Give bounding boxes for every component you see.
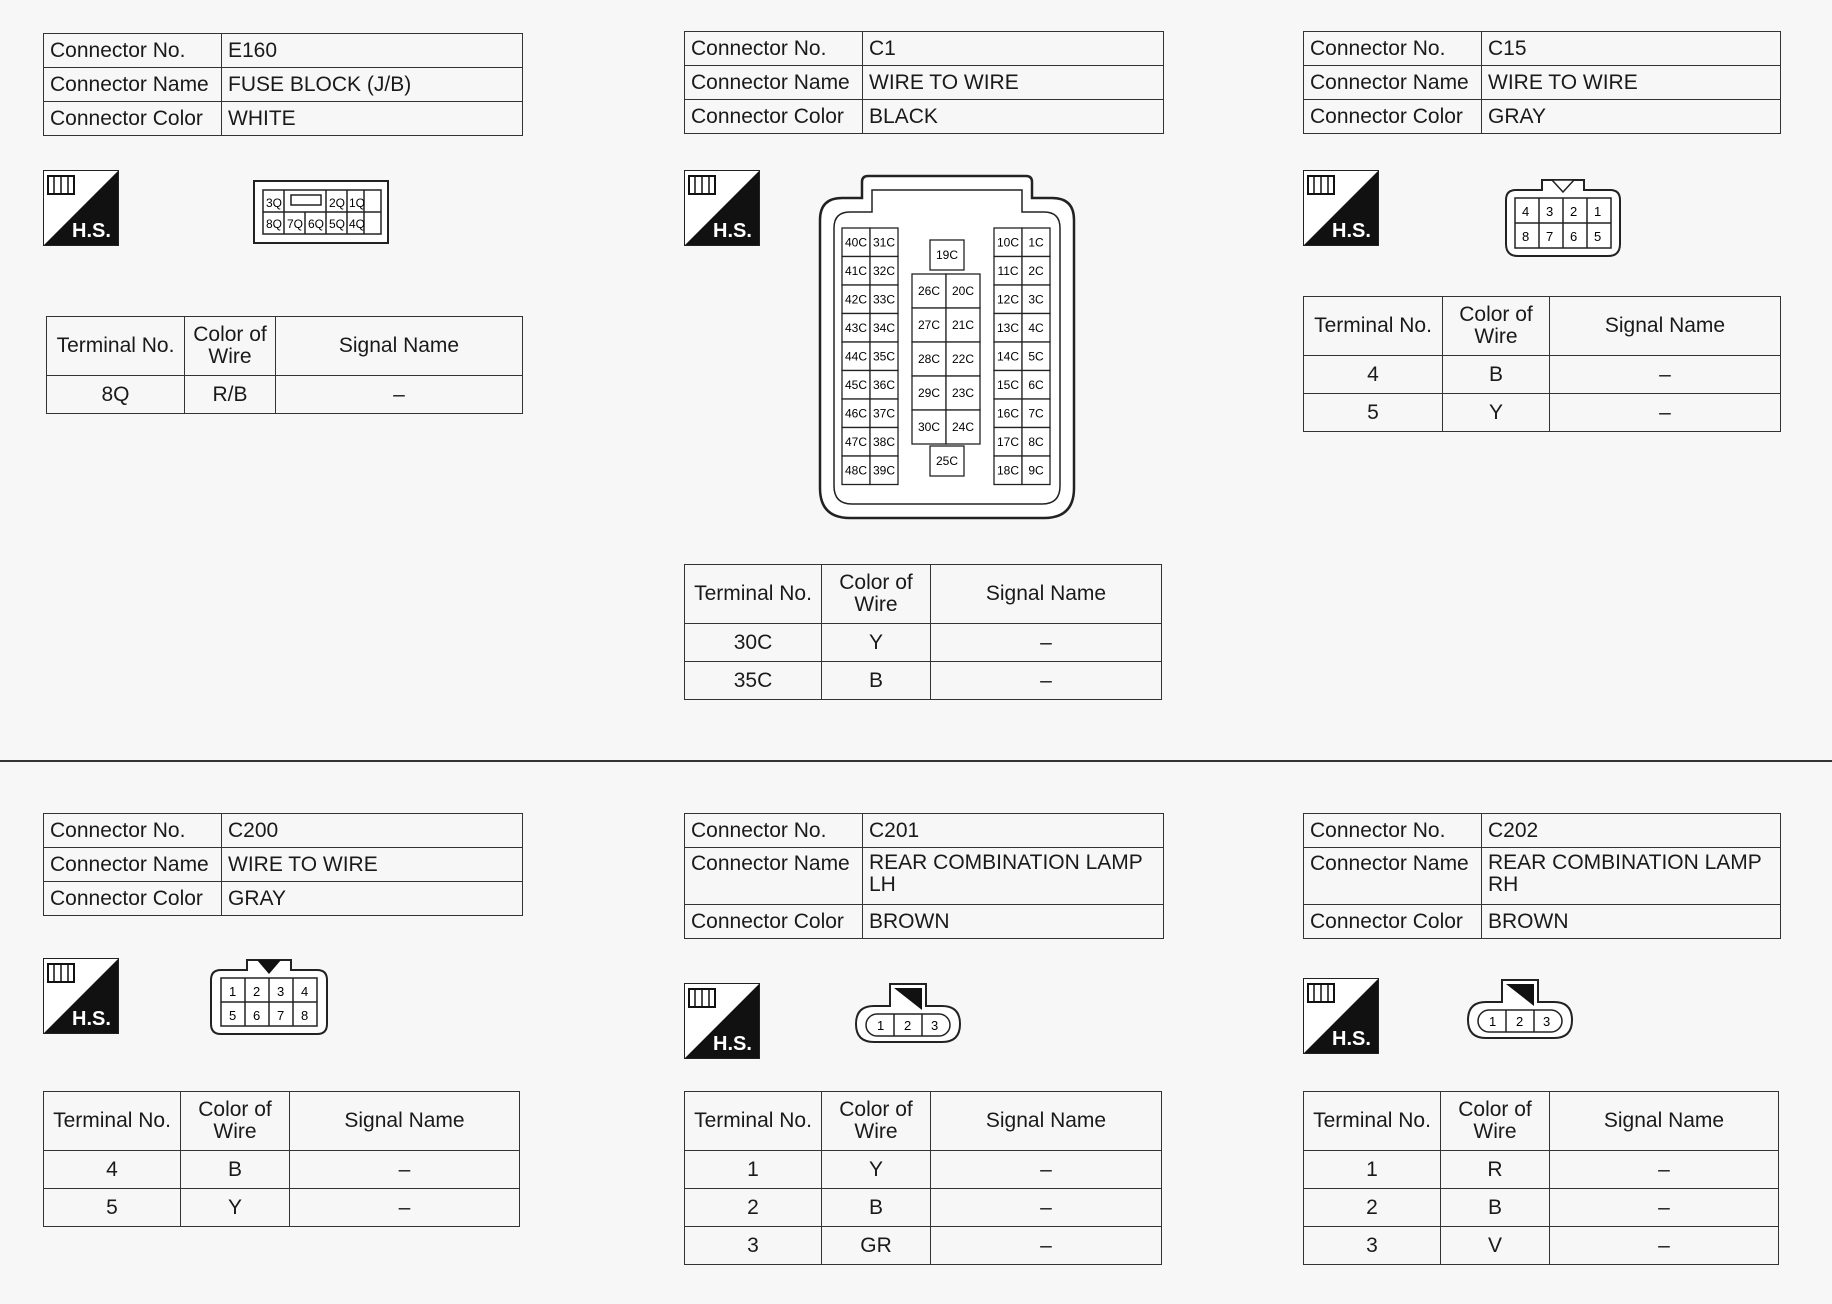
connector-no-label: Connector No. <box>1304 814 1482 848</box>
signal-name-cell: – <box>1550 394 1781 432</box>
wire-color-cell: B <box>822 662 931 700</box>
pin-label: 2Q <box>329 196 346 210</box>
pin-label: 5C <box>1028 349 1044 364</box>
table-row <box>44 1151 520 1189</box>
wire-color-cell: Y <box>822 1151 931 1189</box>
table-row <box>1304 1189 1779 1227</box>
signal-name-cell: – <box>1550 1227 1779 1265</box>
terminal-table <box>1303 296 1781 432</box>
terminal-table <box>43 1091 520 1227</box>
connector-info-table <box>1303 813 1781 939</box>
connector-name-label: Connector Name <box>1304 848 1482 905</box>
wire-color-header: Color of Wire <box>822 1092 931 1151</box>
pin-label: 11C <box>997 263 1019 278</box>
wire-color-cell: GR <box>822 1227 931 1265</box>
pin-label: 18C <box>996 463 1020 478</box>
terminal-no-cell: 1 <box>1304 1151 1441 1189</box>
signal-name-header: Signal Name <box>931 1092 1162 1151</box>
harness-side-icon <box>684 170 760 246</box>
connector-no-label: Connector No. <box>685 814 863 848</box>
connector-info-table <box>43 33 523 136</box>
pin-label: 38C <box>872 434 896 449</box>
wire-color-header: Color of Wire <box>181 1092 290 1151</box>
terminal-no-cell: 4 <box>44 1151 181 1189</box>
table-row <box>44 1189 520 1227</box>
connector-face-c202 <box>1464 972 1576 1044</box>
connector-no-value: C1 <box>863 32 1164 66</box>
pin-label: 6Q <box>308 217 325 231</box>
connector-no-value: E160 <box>222 34 523 68</box>
harness-side-icon <box>684 983 760 1059</box>
terminal-no-cell: 5 <box>44 1189 181 1227</box>
terminal-no-header: Terminal No. <box>1304 1092 1441 1151</box>
pin-label: 12C <box>996 292 1020 307</box>
connector-face-c200 <box>207 956 331 1038</box>
table-row <box>1304 1227 1779 1265</box>
connector-info-table <box>1303 31 1781 134</box>
pin-label: 33C <box>872 292 896 307</box>
pin-label: 1 <box>229 984 237 999</box>
pin-label: 1C <box>1028 235 1044 250</box>
connector-no-label: Connector No. <box>44 34 222 68</box>
pin-label: 1 <box>1489 1014 1497 1029</box>
signal-name-cell: – <box>931 1151 1162 1189</box>
connector-face-c15 <box>1502 174 1624 260</box>
pin-label: 6 <box>1570 229 1578 244</box>
pin-label: 40C <box>844 235 868 250</box>
signal-name-header: Signal Name <box>276 317 523 376</box>
pin-label: 32C <box>872 263 896 278</box>
terminal-no-cell: 8Q <box>47 376 185 414</box>
hs-label: H.S. <box>713 220 752 242</box>
hs-label: H.S. <box>1332 220 1371 242</box>
terminal-no-cell: 4 <box>1304 356 1443 394</box>
pin-label: 3C <box>1028 292 1044 307</box>
wire-color-header: Color of Wire <box>1441 1092 1550 1151</box>
table-row <box>1304 356 1781 394</box>
signal-name-cell: – <box>1550 1151 1779 1189</box>
pin-label: 1 <box>877 1018 885 1033</box>
connector-color-label: Connector Color <box>44 882 222 916</box>
connector-info-table <box>684 31 1164 134</box>
pin-label: 44C <box>844 349 868 364</box>
hs-label: H.S. <box>72 1008 111 1030</box>
hs-label: H.S. <box>72 220 111 242</box>
table-row <box>1304 394 1781 432</box>
connector-name-cell <box>863 848 1164 905</box>
table-row <box>685 624 1162 662</box>
pin-label: 47C <box>844 434 868 449</box>
terminal-table <box>1303 1091 1779 1265</box>
connector-color-value: BLACK <box>863 100 1164 134</box>
harness-side-icon <box>1303 978 1379 1054</box>
connector-color-label: Connector Color <box>685 100 863 134</box>
signal-name-header: Signal Name <box>1550 297 1781 356</box>
signal-name-cell: – <box>931 1227 1162 1265</box>
connector-color-value: WHITE <box>222 102 523 136</box>
terminal-no-header: Terminal No. <box>685 565 822 624</box>
pin-label: 1Q <box>349 196 366 210</box>
pin-label: 5 <box>229 1008 237 1023</box>
pin-label: 22C <box>951 352 975 366</box>
connector-info-table <box>43 813 523 916</box>
terminal-no-cell: 2 <box>685 1189 822 1227</box>
pin-label: 7Q <box>287 217 304 231</box>
wire-color-cell: B <box>1441 1189 1550 1227</box>
pin-label: 8 <box>301 1008 309 1023</box>
connector-name-value: WIRE TO WIRE <box>222 848 523 882</box>
section-divider <box>0 760 1832 762</box>
terminal-table <box>684 1091 1162 1265</box>
connector-name-value: FUSE BLOCK (J/B) <box>222 68 523 102</box>
pin-label: 8 <box>1522 229 1530 244</box>
pin-label: 9C <box>1028 463 1044 478</box>
table-row <box>685 662 1162 700</box>
pin-label: 20C <box>951 284 975 298</box>
pin-label: 14C <box>996 349 1020 364</box>
connector-face-c1 <box>812 168 1082 524</box>
connector-no-value: C200 <box>222 814 523 848</box>
connector-color-label: Connector Color <box>44 102 222 136</box>
pin-label: 46C <box>844 406 868 421</box>
signal-name-cell: – <box>276 376 523 414</box>
connector-no-label: Connector No. <box>685 32 863 66</box>
wire-color-header: Color of Wire <box>1443 297 1550 356</box>
signal-name-header: Signal Name <box>1550 1092 1779 1151</box>
hs-label: H.S. <box>1332 1028 1371 1050</box>
connector-color-value: GRAY <box>1482 100 1781 134</box>
pin-label: 4C <box>1028 320 1044 335</box>
pin-label: 5Q <box>329 217 346 231</box>
pin-label: 4Q <box>349 217 366 231</box>
pin-label: 25C <box>935 454 959 468</box>
connector-info-table <box>684 813 1164 939</box>
pin-label: 17C <box>996 434 1020 449</box>
pin-label: 13C <box>996 320 1020 335</box>
pin-label: 2 <box>904 1018 912 1033</box>
connector-face-e160 <box>253 180 389 244</box>
pin-block-middle <box>912 240 980 476</box>
pin-label: 6 <box>253 1008 261 1023</box>
pin-label: 2 <box>1570 204 1578 219</box>
pin-block-right <box>994 228 1050 485</box>
wire-color-cell: B <box>822 1189 931 1227</box>
pin-label: 35C <box>872 349 896 364</box>
pin-label: 8C <box>1028 434 1044 449</box>
connector-no-value: C15 <box>1482 32 1781 66</box>
connector-name-value: REAR COMBINATION LAMP <box>869 851 1143 874</box>
wire-color-cell: V <box>1441 1227 1550 1265</box>
wire-color-cell: Y <box>1443 394 1550 432</box>
wire-color-cell: B <box>1443 356 1550 394</box>
wire-color-cell: Y <box>181 1189 290 1227</box>
pin-label: 16C <box>996 406 1020 421</box>
signal-name-cell: – <box>290 1189 520 1227</box>
terminal-no-cell: 5 <box>1304 394 1443 432</box>
wire-color-cell: R/B <box>185 376 276 414</box>
terminal-no-header: Terminal No. <box>47 317 185 376</box>
table-row <box>1304 1151 1779 1189</box>
pin-label: 6C <box>1028 377 1044 392</box>
pin-label: 41C <box>844 263 868 278</box>
wire-color-cell: B <box>181 1151 290 1189</box>
pin-label: 2 <box>1516 1014 1524 1029</box>
terminal-no-cell: 30C <box>685 624 822 662</box>
connector-name-label: Connector Name <box>1304 66 1482 100</box>
pin-label: 15C <box>996 377 1020 392</box>
pin-label: 3 <box>1546 204 1554 219</box>
connector-name-value: REAR COMBINATION LAMP <box>1488 851 1762 874</box>
terminal-no-cell: 3 <box>685 1227 822 1265</box>
wire-color-cell: Y <box>822 624 931 662</box>
terminal-table <box>46 316 523 414</box>
terminal-no-cell: 3 <box>1304 1227 1441 1265</box>
connector-color-value: BROWN <box>1482 905 1781 939</box>
pin-label: 3 <box>277 984 285 999</box>
pin-label: 43C <box>844 320 868 335</box>
pin-label: 4 <box>301 984 309 999</box>
pin-label: 1 <box>1594 204 1602 219</box>
pin-label: 27C <box>917 318 941 332</box>
connector-no-value: C201 <box>863 814 1164 848</box>
pin-label: 36C <box>872 377 896 392</box>
pin-label: 24C <box>951 420 975 434</box>
pin-label: 3 <box>1543 1014 1551 1029</box>
pin-label: 3 <box>931 1018 939 1033</box>
terminal-table <box>684 564 1162 700</box>
connector-color-value: GRAY <box>222 882 523 916</box>
connector-color-value: BROWN <box>863 905 1164 939</box>
pin-label: 42C <box>844 292 868 307</box>
pin-label: 21C <box>951 318 975 332</box>
pin-label: 45C <box>844 377 868 392</box>
signal-name-cell: – <box>931 624 1162 662</box>
connector-color-label: Connector Color <box>1304 100 1482 134</box>
connector-name-value-2: RH <box>1488 873 1519 896</box>
pin-label: 39C <box>872 463 896 478</box>
wire-color-header: Color of Wire <box>822 565 931 624</box>
table-row <box>685 1227 1162 1265</box>
pin-label: 37C <box>872 406 896 421</box>
table-row <box>47 376 523 414</box>
pin-block-left <box>842 228 898 485</box>
pin-label: 7 <box>1546 229 1554 244</box>
pin-label: 7C <box>1028 406 1044 421</box>
connector-no-label: Connector No. <box>44 814 222 848</box>
terminal-no-header: Terminal No. <box>685 1092 822 1151</box>
signal-name-cell: – <box>1550 356 1781 394</box>
wire-color-cell: R <box>1441 1151 1550 1189</box>
harness-side-icon <box>43 170 119 246</box>
wire-color-header: Color of Wire <box>185 317 276 376</box>
connector-name-value: WIRE TO WIRE <box>863 66 1164 100</box>
connector-name-label: Connector Name <box>685 66 863 100</box>
pin-label: 48C <box>844 463 868 478</box>
pin-label: 26C <box>917 284 941 298</box>
terminal-no-header: Terminal No. <box>1304 297 1443 356</box>
table-row <box>685 1189 1162 1227</box>
pin-label: 30C <box>917 420 941 434</box>
pin-label: 34C <box>872 320 896 335</box>
pin-label: 10C <box>996 235 1020 250</box>
hs-label: H.S. <box>713 1033 752 1055</box>
terminal-no-cell: 35C <box>685 662 822 700</box>
connector-face-c201 <box>852 976 964 1048</box>
connector-no-label: Connector No. <box>1304 32 1482 66</box>
harness-side-icon <box>1303 170 1379 246</box>
connector-name-value-2: LH <box>869 873 896 896</box>
connector-color-label: Connector Color <box>1304 905 1482 939</box>
pin-label: 2C <box>1028 263 1044 278</box>
signal-name-cell: – <box>1550 1189 1779 1227</box>
connector-name-label: Connector Name <box>44 848 222 882</box>
signal-name-cell: – <box>931 662 1162 700</box>
pin-label: 7 <box>277 1008 285 1023</box>
terminal-no-cell: 2 <box>1304 1189 1441 1227</box>
pin-label: 5 <box>1594 229 1602 244</box>
pin-label: 2 <box>253 984 261 999</box>
harness-side-icon <box>43 958 119 1034</box>
pin-label: 29C <box>917 386 941 400</box>
pin-label: 4 <box>1522 204 1530 219</box>
connector-name-cell <box>1482 848 1781 905</box>
connector-name-label: Connector Name <box>685 848 863 905</box>
connector-no-value: C202 <box>1482 814 1781 848</box>
signal-name-header: Signal Name <box>290 1092 520 1151</box>
signal-name-cell: – <box>931 1189 1162 1227</box>
terminal-no-header: Terminal No. <box>44 1092 181 1151</box>
terminal-no-cell: 1 <box>685 1151 822 1189</box>
signal-name-header: Signal Name <box>931 565 1162 624</box>
pin-label: 8Q <box>266 217 283 231</box>
pin-label: 23C <box>951 386 975 400</box>
pin-label: 31C <box>872 235 896 250</box>
connector-name-value: WIRE TO WIRE <box>1482 66 1781 100</box>
pin-label: 28C <box>917 352 941 366</box>
pin-label: 3Q <box>266 196 283 210</box>
table-row <box>685 1151 1162 1189</box>
pin-label: 19C <box>935 248 959 262</box>
connector-color-label: Connector Color <box>685 905 863 939</box>
signal-name-cell: – <box>290 1151 520 1189</box>
connector-name-label: Connector Name <box>44 68 222 102</box>
